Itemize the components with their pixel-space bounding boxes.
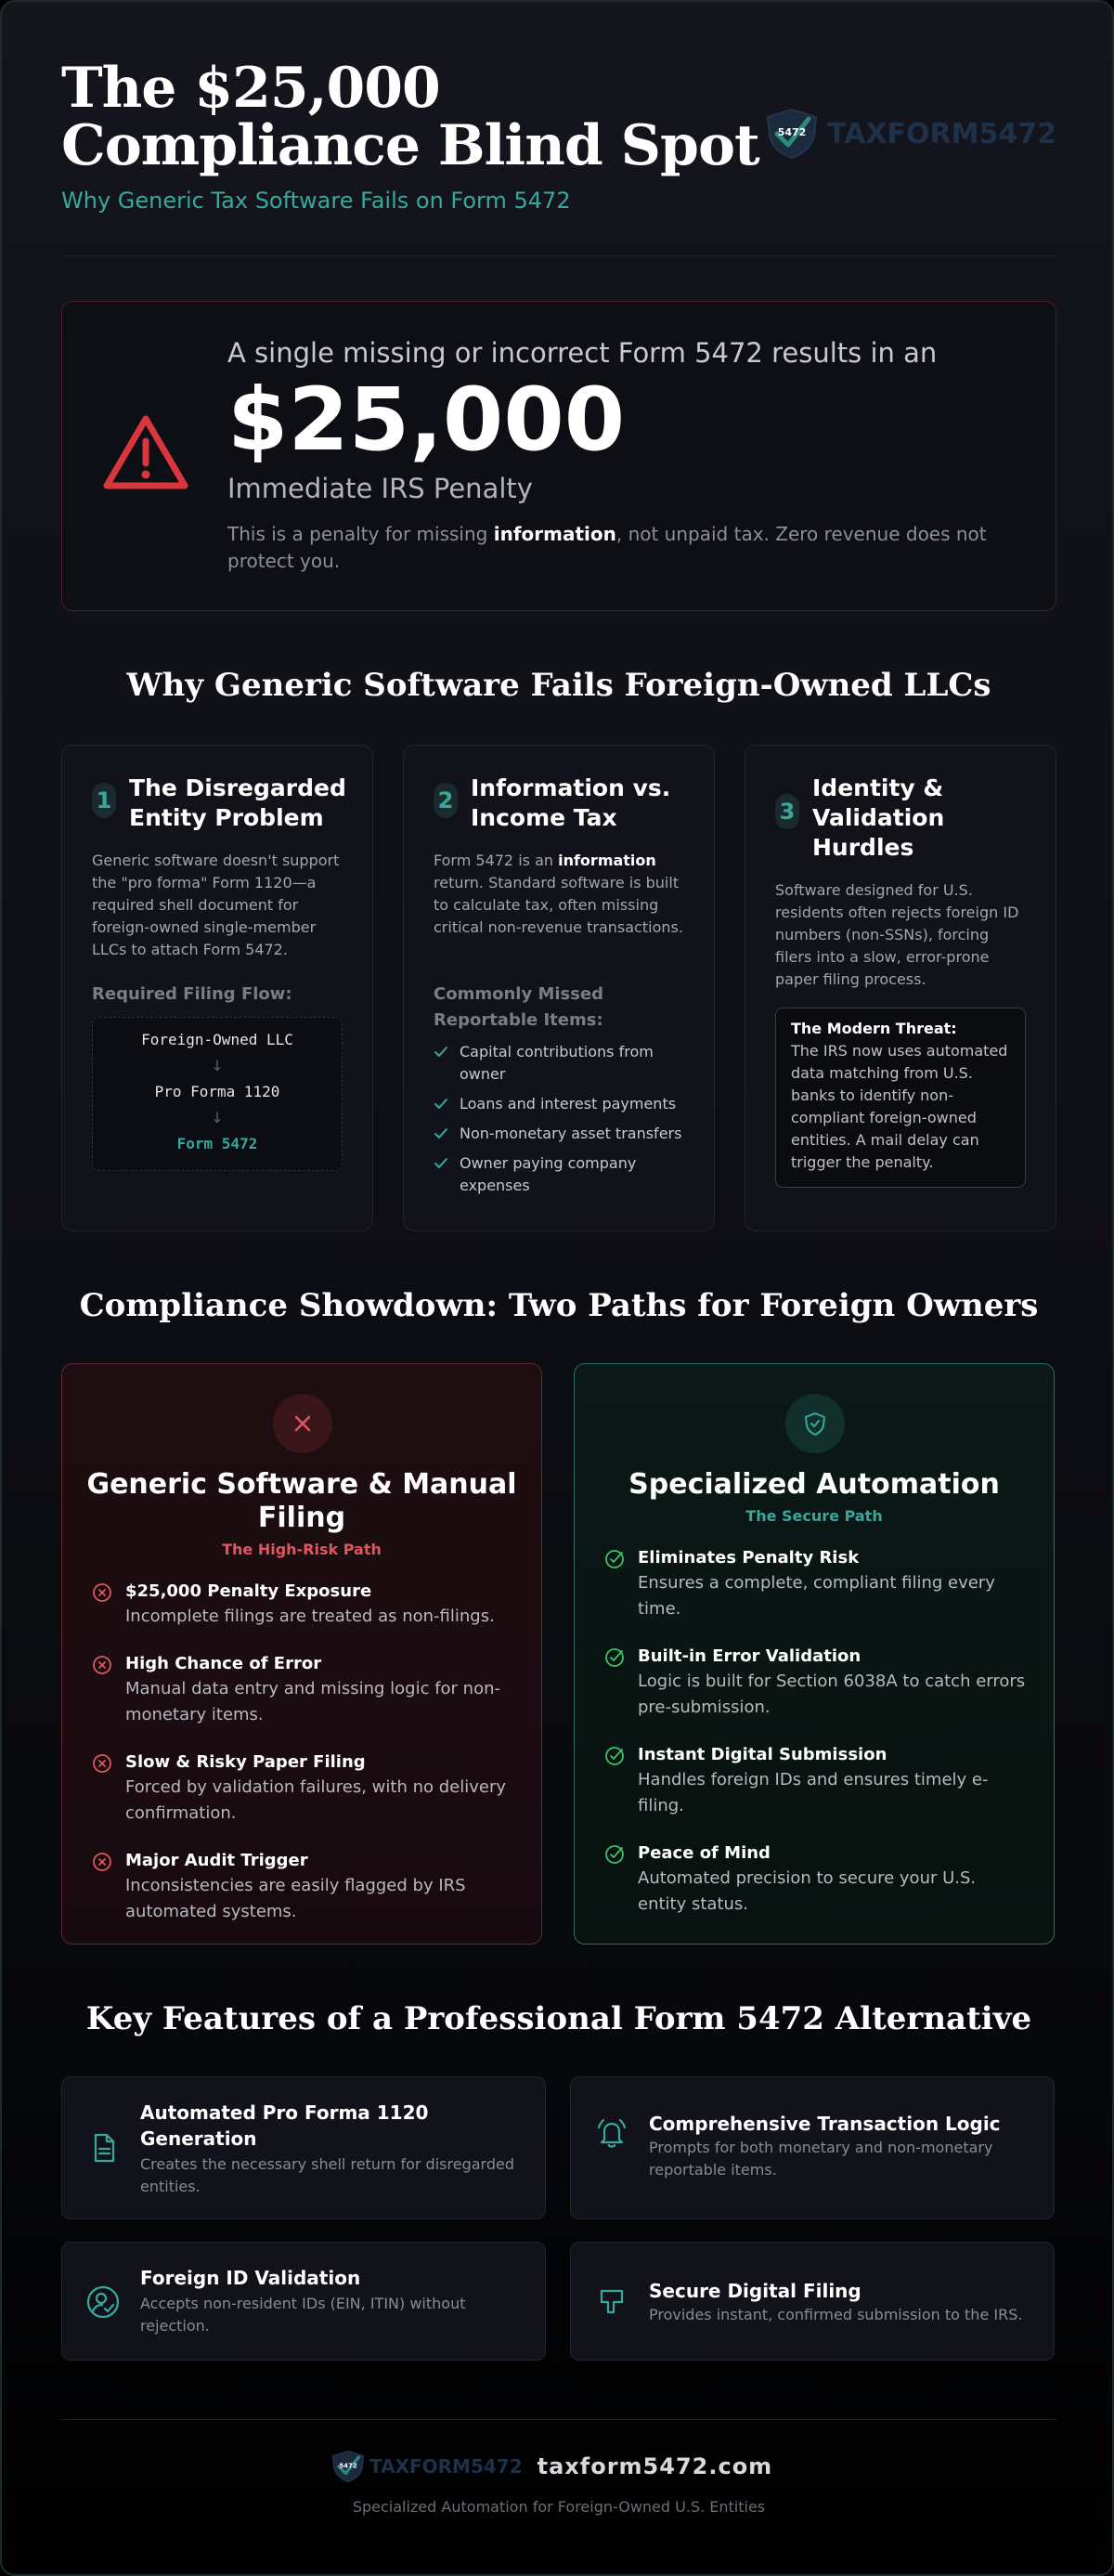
list-item: Capital contributions from owner [434,1041,695,1086]
page-title: The $25,000 Compliance Blind Spot [61,56,759,178]
high-risk-path-card [61,1363,542,1945]
x-circle-badge [273,1394,332,1453]
card-title: Identity & Validation Hurdles [812,774,945,861]
list-item: Built-in Error Validation Logic is built for Section 6038A to catch errors pre-submission. [604,1645,1026,1721]
secure-path-card [574,1363,1055,1945]
why-card-2 [403,745,715,1231]
check-icon [434,1157,448,1170]
x-circle-icon [92,1582,112,1603]
card-title: Information vs. Income Tax [471,774,671,831]
warning-triangle-icon [101,413,190,493]
card-label: Commonly Missed Reportable Items: [434,984,604,1030]
list-item: High Chance of Error Manual data entry and missing logic for non-monetary items. [92,1652,513,1728]
flow-step: Pro Forma 1120 [154,1083,280,1100]
penalty-callout [61,301,1056,611]
feature-title: Comprehensive Transaction Logic [649,2113,1001,2135]
feature-desc: Provides instant, confirmed submission to the IRS. [649,2306,1023,2323]
feature-desc: Accepts non-resident IDs (EIN, ITIN) without rejection. [140,2295,466,2335]
check-circle-icon [604,1549,625,1569]
footer-tagline: Specialized Automation for Foreign-Owned U.S. Entities [352,2498,766,2516]
list-item: Instant Digital Submission Handles foreign IDs and ensures timely e-filing. [604,1743,1026,1819]
list-item: Eliminates Penalty Risk Ensures a complete, compliant filing every time. [604,1546,1026,1622]
flow-arrow-icon: ↓ [211,1109,224,1126]
logo-text: TAXFORM5472 [827,117,1056,150]
footer-logo-text: TAXFORM5472 [369,2455,523,2478]
card-number: 3 [775,794,799,829]
threat-body: The IRS now uses automated data matching from U.S. banks to identify non-compliant foreign-owned entities. A mail delay can trigger the penalty. [791,1042,1008,1171]
shield-check-icon [785,1394,845,1453]
feature-card-transaction-logic [570,2076,1055,2219]
flow-step: Form 5472 [176,1135,258,1152]
footer-url-link[interactable]: taxform5472.com [537,2453,773,2479]
check-circle-icon [604,1746,625,1766]
why-card-3 [745,745,1056,1231]
card-title: The Disregarded Entity Problem [129,774,346,831]
check-circle-icon [604,1844,625,1865]
threat-title: The Modern Threat: [791,1020,957,1037]
page-subtitle: Why Generic Tax Software Fails on Form 5472 [61,188,571,214]
penalty-note: This is a penalty for missing information, not unpaid tax. Zero revenue does not protect you. [227,523,987,572]
path-title: Generic Software & Manual Filing [86,1468,517,1534]
modern-threat-box [775,1008,1026,1188]
feature-card-foreign-id [61,2242,546,2361]
penalty-amount: $25,000 [227,370,626,471]
flow-arrow-icon: ↓ [211,1057,224,1074]
penalty-lead: A single missing or incorrect Form 5472 results in an [227,337,938,369]
path-title: Specialized Automation [628,1468,1000,1501]
flow-step: Foreign-Owned LLC [141,1031,293,1048]
list-item: $25,000 Penalty Exposure Incomplete filings are treated as non-filings. [92,1580,513,1630]
list-item: Non-monetary asset transfers [434,1123,695,1145]
why-card-1 [61,745,373,1231]
logo-badge: 5472 [777,126,807,138]
feature-card-pro-forma [61,2076,546,2219]
check-circle-icon [604,1647,625,1668]
list-item: Peace of Mind Automated precision to secure your U.S. entity status. [604,1841,1026,1918]
feature-desc: Creates the necessary shell return for disregarded entities. [140,2155,514,2195]
card-label: Required Filing Flow: [92,984,292,1004]
user-check-icon [84,2283,122,2321]
missed-items-list [434,1041,695,1204]
why-section-title: Why Generic Software Fails Foreign-Owned LLCs [126,667,991,704]
showdown-section-title: Compliance Showdown: Two Paths for Foreign Owners [79,1287,1039,1324]
shield-logo-icon [764,108,820,160]
document-icon [84,2129,122,2166]
x-circle-icon [92,1753,112,1774]
list-item: Owner paying company expenses [434,1152,695,1197]
feature-card-secure-filing [570,2242,1055,2361]
check-icon [434,1046,448,1059]
feature-desc: Prompts for both monetary and non-monetary reportable items. [649,2139,993,2179]
feature-title: Secure Digital Filing [649,2280,861,2302]
bell-icon [593,2114,630,2152]
check-icon [434,1098,448,1111]
header [61,56,1056,256]
footer-divider [61,2419,1056,2420]
card-body: Generic software doesn't support the "pro forma" Form 1120—a required shell document for foreign-owned single-member LLCs to attach Form 5472. [92,852,340,958]
feature-title: Foreign ID Validation [140,2267,361,2289]
svg-text:5472: 5472 [339,2462,357,2470]
path-subtitle: The High-Risk Path [222,1541,382,1558]
shield-logo-icon [330,2450,366,2483]
card-body: Form 5472 is an information return. Standard software is built to calculate tax, often missing critical non-revenue transactions. [434,852,683,936]
penalty-label: Immediate IRS Penalty [227,473,533,504]
feature-title: Automated Pro Forma 1120 Generation [140,2101,429,2150]
brand-logo[interactable] [764,108,1056,160]
path-subtitle: The Secure Path [745,1507,883,1525]
x-circle-icon [92,1852,112,1872]
card-body: Software designed for U.S. residents often rejects foreign ID numbers (non-SSNs), forcing filers into a slow, error-prone paper filing process. [775,881,1019,988]
list-item: Slow & Risky Paper Filing Forced by validation failures, with no delivery confirmation. [92,1750,513,1827]
check-icon [434,1127,448,1140]
list-item: Major Audit Trigger Inconsistencies are easily flagged by IRS automated systems. [92,1849,513,1925]
card-number: 1 [92,783,116,818]
card-number: 2 [434,783,458,818]
list-item: Loans and interest payments [434,1093,695,1115]
shield-check-badge [785,1394,845,1453]
x-circle-icon [92,1655,112,1675]
filing-flow-diagram [92,1017,343,1171]
close-icon [273,1394,332,1453]
risk-items-list [92,1580,513,1947]
benefit-items-list [604,1546,1026,1940]
features-section-title: Key Features of a Professional Form 5472 Alternative [85,2000,1032,2037]
footer-brand [330,2450,772,2483]
secure-filing-icon [593,2283,630,2321]
